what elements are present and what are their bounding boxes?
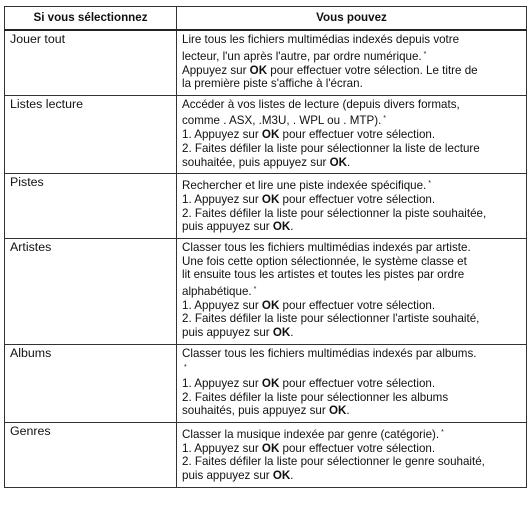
function-table: [4, 6, 527, 488]
row-description: [177, 238, 527, 344]
line-text: souhaitée, puis appuyez sur: [182, 155, 330, 169]
line-text-end: .: [346, 404, 350, 418]
line-text: 1. Appuyez sur: [182, 298, 262, 312]
ok-keyword: OK: [261, 128, 280, 142]
row-description: [177, 95, 527, 173]
line-text-end: .: [290, 325, 294, 339]
line-text: 1. Appuyez sur: [182, 128, 262, 142]
line-text-end: pour effectuer votre sélection. Le titre de: [267, 63, 478, 77]
description-line: [182, 156, 521, 170]
ok-keyword: OK: [272, 325, 291, 339]
line-text: comme . ASX, .M3U, . WPL ou . MTP).: [182, 114, 382, 128]
footnote-asterisk: *: [428, 180, 431, 188]
description-line: [182, 220, 521, 234]
description-line: [182, 128, 521, 142]
line-text: 1. Appuyez sur: [182, 441, 262, 455]
line-text-end: pour effectuer votre sélection.: [279, 128, 436, 142]
line-text-end: pour effectuer votre sélection.: [279, 193, 436, 207]
line-text-end: pour effectuer votre sélection.: [279, 377, 436, 391]
description-line: [182, 282, 521, 299]
footnote-asterisk: *: [441, 428, 444, 436]
description-line: [182, 64, 521, 78]
row-label: Artistes: [5, 238, 177, 344]
footnote-asterisk: *: [253, 285, 257, 293]
line-text: 2. Faites défiler la liste pour sélectionner la piste souhaitée,: [182, 206, 487, 220]
line-text: la première piste s'affiche à l'écran.: [182, 77, 363, 91]
table-row: [5, 30, 527, 95]
table-row: [5, 422, 527, 487]
line-text: puis appuyez sur: [182, 220, 273, 234]
line-text: Une fois cette option sélectionnée, le système classe et: [182, 254, 467, 268]
row-label: Pistes: [5, 174, 177, 239]
ok-keyword: OK: [249, 63, 268, 77]
table-header-row: [5, 7, 527, 31]
line-text-end: pour effectuer votre sélection.: [279, 298, 436, 312]
description-line: [182, 469, 521, 483]
ok-keyword: OK: [272, 220, 291, 234]
description-line: [182, 142, 521, 156]
description-line: [182, 77, 521, 91]
ok-keyword: OK: [261, 193, 280, 207]
description-line: [182, 360, 521, 377]
line-text: Appuyez sur: [182, 63, 250, 77]
row-label: Jouer tout: [5, 30, 177, 95]
line-text: 2. Faites défiler la liste pour sélectionner le genre souhaité,: [182, 455, 485, 469]
footnote-asterisk: *: [423, 50, 427, 58]
line-text: alphabétique.: [182, 284, 252, 298]
row-description: [177, 30, 527, 95]
header-action: Vous pouvez: [177, 7, 527, 31]
line-text: 1. Appuyez sur: [182, 377, 262, 391]
line-text-end: .: [290, 220, 294, 234]
row-label: Albums: [5, 344, 177, 422]
description-line: [182, 193, 521, 207]
description-line: [182, 442, 521, 456]
description-line: [182, 377, 521, 391]
ok-keyword: OK: [328, 404, 347, 418]
table-body: [5, 30, 527, 487]
description-line: [182, 268, 521, 282]
row-description: [177, 344, 527, 422]
description-line: [182, 404, 521, 418]
ok-keyword: OK: [261, 441, 280, 455]
footnote-asterisk: *: [383, 115, 387, 123]
line-text-end: .: [290, 469, 294, 483]
line-text: lecteur, l'un après l'autre, par ordre numérique.: [182, 49, 422, 63]
description-line: [182, 47, 521, 64]
line-text-end: pour effectuer votre sélection.: [279, 441, 436, 455]
ok-keyword: OK: [261, 377, 280, 391]
line-text: Accéder à vos listes de lecture (depuis divers formats,: [182, 97, 460, 111]
line-text: 2. Faites défiler la liste pour sélectionner la liste de lecture: [182, 141, 480, 155]
description-line: [182, 326, 521, 340]
description-line: [182, 33, 521, 47]
line-text: lit ensuite tous les artistes et toutes les pistes par ordre: [182, 268, 465, 282]
line-text: 2. Faites défiler la liste pour sélectionner les albums: [182, 390, 449, 404]
line-text-end: .: [347, 155, 351, 169]
description-line: [182, 391, 521, 405]
line-text: 1. Appuyez sur: [182, 193, 262, 207]
description-line: [182, 111, 521, 128]
description-line: [182, 241, 521, 255]
row-description: [177, 174, 527, 239]
line-text: 2. Faites défiler la liste pour sélectionner l'artiste souhaité,: [182, 312, 480, 326]
line-text: souhaités, puis appuyez sur: [182, 404, 329, 418]
header-selection: Si vous sélectionnez: [5, 7, 177, 31]
description-line: [182, 255, 521, 269]
table-row: [5, 238, 527, 344]
description-line: [182, 176, 521, 193]
line-text: Classer tous les fichiers multimédias indexés par artiste.: [182, 240, 471, 254]
description-line: [182, 299, 521, 313]
description-line: [182, 98, 521, 112]
row-description: [177, 422, 527, 487]
ok-keyword: OK: [329, 155, 347, 169]
footnote-asterisk: *: [184, 364, 187, 372]
description-line: [182, 207, 521, 221]
ok-keyword: OK: [272, 469, 291, 483]
description-line: [182, 347, 521, 361]
description-line: [182, 455, 521, 469]
line-text: puis appuyez sur: [182, 325, 273, 339]
line-text: Classer tous les fichiers multimédias indexés par albums.: [182, 346, 477, 360]
table-row: [5, 344, 527, 422]
line-text: Lire tous les fichiers multimédias indexés depuis votre: [182, 33, 460, 46]
row-label: Listes lecture: [5, 95, 177, 173]
table-row: [5, 95, 527, 173]
line-text: Classer la musique indexée par genre (catégorie).: [182, 427, 440, 441]
line-text: puis appuyez sur: [182, 469, 273, 483]
table-row: [5, 174, 527, 239]
line-text: Rechercher et lire une piste indexée spécifique.: [182, 179, 427, 193]
row-label: Genres: [5, 422, 177, 487]
ok-keyword: OK: [261, 298, 280, 312]
description-line: [182, 425, 521, 442]
description-line: [182, 312, 521, 326]
